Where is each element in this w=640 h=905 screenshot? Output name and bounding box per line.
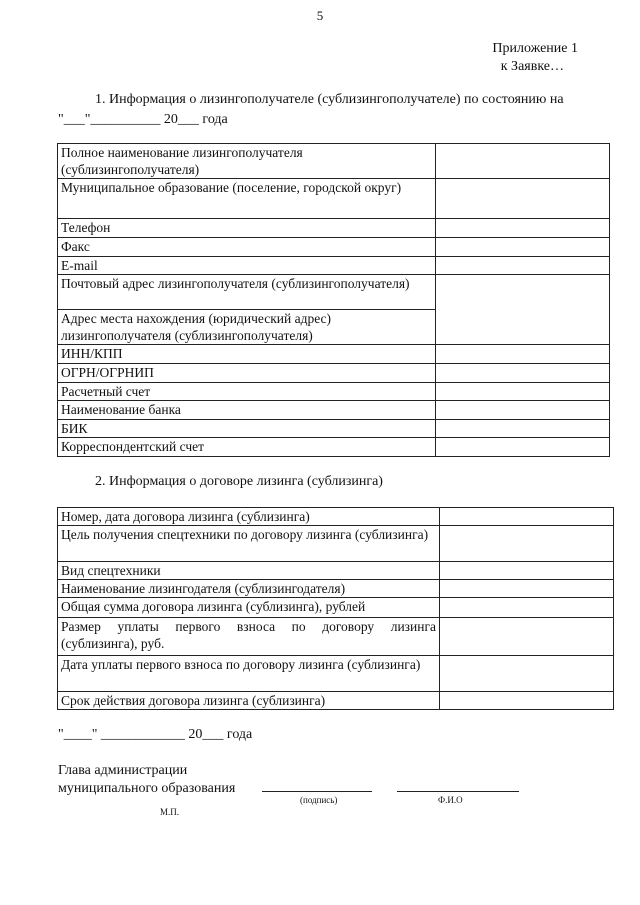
value-cell[interactable]: [436, 420, 610, 438]
row-label: Почтовый адрес лизингополучателя (сублизингополучателя): [58, 275, 436, 310]
row-label: Факс: [58, 238, 436, 257]
table-row: [58, 598, 614, 618]
value-cell[interactable]: [440, 562, 614, 580]
appendix-line-1: Приложение 1: [492, 41, 578, 56]
signature-date-line: "____" ____________ 20___ года: [58, 727, 253, 742]
signatory-line-2: муниципального образования: [58, 781, 236, 796]
section-1-date-line: "___"__________ 20___ года: [58, 112, 228, 127]
row-label: Срок действия договора лизинга (сублизинга): [58, 692, 440, 710]
table-row: [58, 401, 610, 420]
row-label: Цель получения спецтехники по договору лизинга (сублизинга): [58, 526, 440, 562]
section-2-title: 2. Информация о договоре лизинга (сублизинга): [95, 474, 383, 489]
table-row: [58, 144, 610, 179]
value-cell[interactable]: [440, 580, 614, 598]
row-label: БИК: [58, 420, 436, 438]
row-label: E-mail: [58, 257, 436, 275]
row-label: Расчетный счет: [58, 383, 436, 401]
value-cell[interactable]: [436, 179, 610, 219]
row-label: Корреспондентский счет: [58, 438, 436, 457]
table-row: [58, 580, 614, 598]
table-row: [58, 420, 610, 438]
full-name-caption: Ф.И.О: [438, 795, 463, 805]
value-cell[interactable]: [436, 238, 610, 257]
signature-caption: (подпись): [300, 795, 338, 805]
row-label: Телефон: [58, 219, 436, 238]
appendix-line-2: к Заявке…: [500, 59, 564, 74]
address-value-cell[interactable]: [436, 275, 610, 345]
table-row: [58, 508, 614, 526]
page-number: 5: [316, 8, 324, 23]
row-label: Номер, дата договора лизинга (сублизинга): [58, 508, 440, 526]
row-label: Наименование банка: [58, 401, 436, 420]
row-label: Полное наименование лизингополучателя (сублизингополучателя): [58, 144, 436, 179]
signatory-title: [58, 762, 235, 798]
value-cell[interactable]: [440, 618, 614, 656]
table-row: [58, 275, 610, 310]
table-row: [58, 257, 610, 275]
value-cell[interactable]: [436, 144, 610, 179]
row-label: Вид спецтехники: [58, 562, 440, 580]
value-cell[interactable]: [436, 383, 610, 401]
row-label: Наименование лизингодателя (сублизингодателя): [58, 580, 440, 598]
table-row: [58, 238, 610, 257]
table-row: [58, 656, 614, 692]
value-cell[interactable]: [436, 257, 610, 275]
row-label: ИНН/КПП: [58, 345, 436, 364]
table-row: [58, 692, 614, 710]
table-row: [58, 345, 610, 364]
row-label: Размер уплаты первого взноса по договору лизинга (сублизинга), руб.: [58, 618, 440, 656]
value-cell[interactable]: [436, 438, 610, 457]
leasing-contract-table: [57, 507, 614, 710]
value-cell[interactable]: [436, 401, 610, 420]
table-row: [58, 383, 610, 401]
lessee-info-table: [57, 143, 610, 457]
value-cell[interactable]: [436, 364, 610, 383]
value-cell[interactable]: [436, 219, 610, 238]
appendix-header: [492, 40, 578, 76]
table-row: [58, 438, 610, 457]
value-cell[interactable]: [440, 508, 614, 526]
value-cell[interactable]: [440, 656, 614, 692]
table-row: [58, 618, 614, 656]
table-row: [58, 364, 610, 383]
value-cell[interactable]: [440, 598, 614, 618]
row-label: Общая сумма договора лизинга (сублизинга), рублей: [58, 598, 440, 618]
row-label: Дата уплаты первого взноса по договору лизинга (сублизинга): [58, 656, 440, 692]
full-name-line[interactable]: [397, 791, 519, 792]
table-row: [58, 526, 614, 562]
row-label: ОГРН/ОГРНИП: [58, 364, 436, 383]
table-row: [58, 219, 610, 238]
value-cell[interactable]: [440, 526, 614, 562]
signature-line[interactable]: [262, 791, 372, 792]
section-1-title: 1. Информация о лизингополучателе (сублизингополучателе) по состоянию на: [95, 92, 564, 107]
row-label: Муниципальное образование (поселение, городской округ): [58, 179, 436, 219]
stamp-place-label: М.П.: [160, 807, 180, 817]
table-row: [58, 179, 610, 219]
value-cell[interactable]: [436, 345, 610, 364]
table-row: [58, 562, 614, 580]
signatory-line-1: Глава администрации: [58, 763, 188, 778]
value-cell[interactable]: [440, 692, 614, 710]
row-label: Адрес места нахождения (юридический адрес) лизингополучателя (сублизингополучателя): [58, 310, 436, 345]
